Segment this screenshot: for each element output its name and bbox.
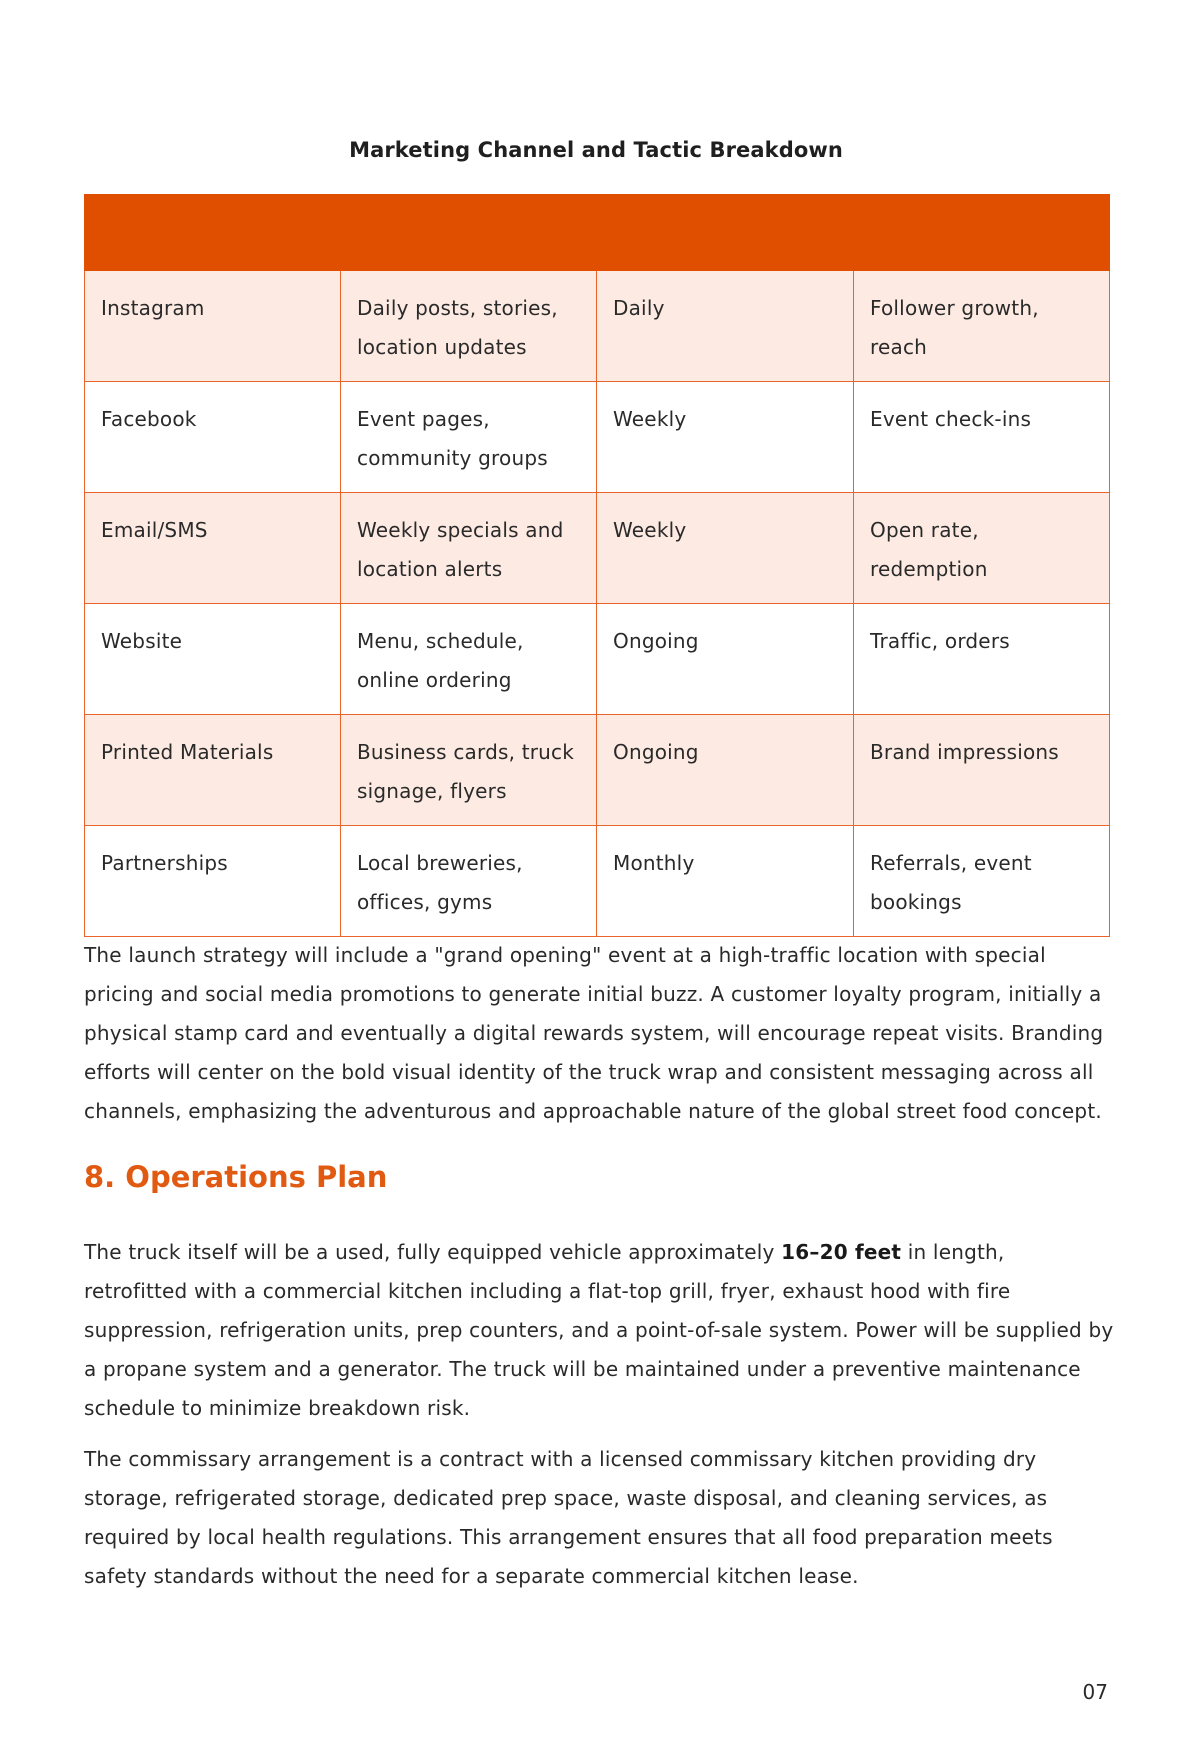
frequency-cell: Ongoing bbox=[597, 604, 854, 715]
table-header-row bbox=[85, 195, 1110, 271]
channel-cell: Instagram bbox=[85, 271, 341, 382]
paragraph-text-segment: in length, retrofitted with a commercial kitchen including a flat-top grill, fryer, exhaust hood with fire suppression, refrigeration units, prep counters, and a point-of-sale system. Power will be supplied by a propane system and a generator. The truck will be maintained under a preventive maintenance schedule to minimize breakdown risk. bbox=[84, 1240, 1114, 1420]
frequency-cell: Weekly bbox=[597, 382, 854, 493]
table-header-cell bbox=[85, 195, 341, 271]
paragraph-text-segment: The truck itself will be a used, fully equipped vehicle approximately bbox=[84, 1240, 782, 1264]
truck-length-emphasis: 16–20 feet bbox=[781, 1240, 902, 1264]
metric-cell: Traffic, orders bbox=[854, 604, 1110, 715]
tactic-cell: Menu, schedule, online ordering bbox=[341, 604, 597, 715]
table-header-cell bbox=[341, 195, 597, 271]
table-row bbox=[85, 493, 1110, 604]
launch-strategy-paragraph: The launch strategy will include a "grand opening" event at a high-traffic location with special pricing and social media promotions to generate initial buzz. A customer loyalty program, initially a physical stamp card and eventually a digital rewards system, will encourage repeat visits. Branding efforts will center on the bold visual identity of the truck wrap and consistent messaging across all channels, emphasizing the adventurous and approachable nature of the global street food concept. bbox=[84, 943, 1104, 1123]
channel-cell: Partnerships bbox=[85, 826, 341, 937]
metric-cell: Brand impressions bbox=[854, 715, 1110, 826]
frequency-cell: Daily bbox=[597, 271, 854, 382]
tactic-cell: Event pages, community groups bbox=[341, 382, 597, 493]
table-row bbox=[85, 382, 1110, 493]
frequency-cell: Ongoing bbox=[597, 715, 854, 826]
tactic-cell: Local breweries, offices, gyms bbox=[341, 826, 597, 937]
tactic-cell: Business cards, truck signage, flyers bbox=[341, 715, 597, 826]
channel-cell: Email/SMS bbox=[85, 493, 341, 604]
table-header-cell bbox=[854, 195, 1110, 271]
table-header-cell bbox=[597, 195, 854, 271]
section-heading-operations-plan: 8. Operations Plan bbox=[84, 1160, 388, 1194]
channel-cell: Facebook bbox=[85, 382, 341, 493]
frequency-cell: Weekly bbox=[597, 493, 854, 604]
channel-cell: Website bbox=[85, 604, 341, 715]
table-row bbox=[85, 604, 1110, 715]
table-row bbox=[85, 715, 1110, 826]
metric-cell: Referrals, event bookings bbox=[854, 826, 1110, 937]
channel-cell: Printed Materials bbox=[85, 715, 341, 826]
table-row bbox=[85, 271, 1110, 382]
marketing-channel-table bbox=[84, 194, 1110, 937]
page-number: 07 bbox=[1082, 1680, 1108, 1704]
frequency-cell: Monthly bbox=[597, 826, 854, 937]
operations-truck-paragraph bbox=[84, 1233, 1114, 1428]
tactic-cell: Weekly specials and location alerts bbox=[341, 493, 597, 604]
table-title: Marketing Channel and Tactic Breakdown bbox=[349, 138, 843, 162]
metric-cell: Follower growth, reach bbox=[854, 271, 1110, 382]
operations-commissary-paragraph: The commissary arrangement is a contract with a licensed commissary kitchen providing dry storage, refrigerated storage, dedicated prep space, waste disposal, and cleaning services, as required by local health regulations. This arrangement ensures that all food preparation meets safety standards without the need for a separate commercial kitchen lease. bbox=[84, 1447, 1053, 1588]
table-row bbox=[85, 826, 1110, 937]
metric-cell: Open rate, redemption bbox=[854, 493, 1110, 604]
tactic-cell: Daily posts, stories, location updates bbox=[341, 271, 597, 382]
metric-cell: Event check-ins bbox=[854, 382, 1110, 493]
